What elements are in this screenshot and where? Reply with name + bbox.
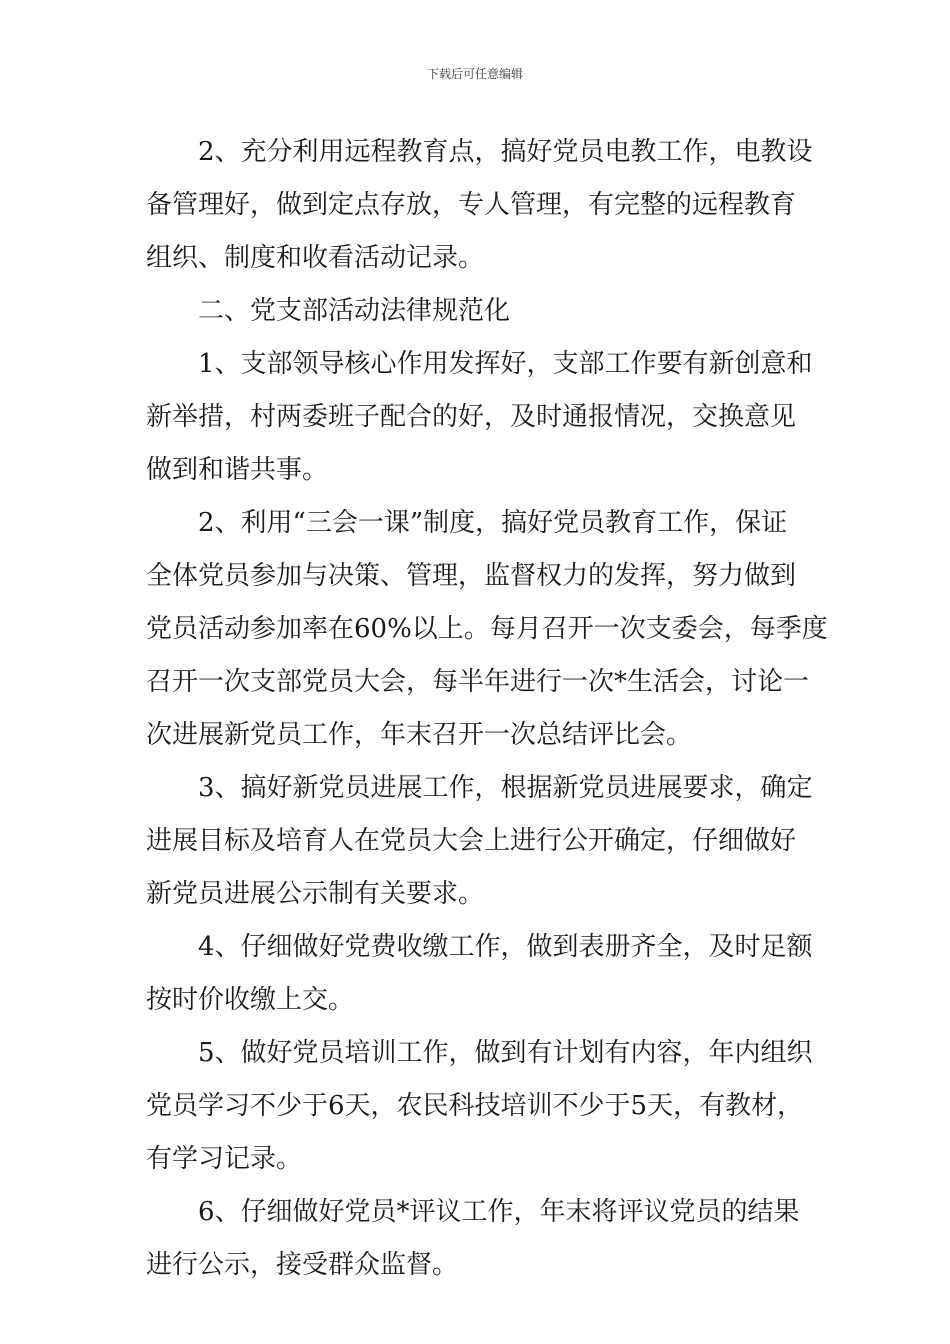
paragraph-item-6 (146, 1186, 808, 1292)
paragraph-line: 次进展新党员工作，年末召开一次总结评比会。 (146, 720, 693, 750)
paragraph-item-2b (146, 497, 828, 762)
paragraph-item-4 (146, 921, 813, 1027)
page-header-note: 下载后可任意编辑 (426, 67, 523, 81)
paragraph-line: 进展目标及培育人在党员大会上进行公开确定，仔细做好 (146, 826, 797, 856)
paragraph-line: 新党员进展公示制有关要求。 (146, 879, 485, 909)
paragraph-line: 3、搞好新党员进展工作，根据新党员进展要求，确定 (198, 773, 813, 803)
paragraph-line: 做到和谐共事。 (146, 455, 329, 485)
paragraph-item-3 (146, 762, 813, 921)
paragraph-line: 1、支部领导核心作用发挥好，支部工作要有新创意和 (198, 349, 813, 379)
paragraph-item-5 (146, 1027, 813, 1186)
paragraph-line: 党员活动参加率在60%以上。每月召开一次支委会，每季度 (146, 614, 828, 644)
document-body (146, 126, 828, 1292)
section-heading (146, 285, 808, 338)
section-heading-text: 二、党支部活动法律规范化 (198, 296, 511, 326)
paragraph-item-2 (146, 126, 813, 285)
paragraph-line: 进行公示，接受群众监督。 (146, 1250, 459, 1280)
paragraph-line: 5、做好党员培训工作，做到有计划有内容，年内组织 (198, 1038, 813, 1068)
paragraph-line: 4、仔细做好党费收缴工作，做到表册齐全，及时足额 (198, 932, 813, 962)
paragraph-line: 党员学习不少于6天，农民科技培训不少于5天，有教材， (146, 1091, 804, 1121)
paragraph-line: 召开一次支部党员大会，每半年进行一次*生活会，讨论一 (146, 667, 810, 697)
paragraph-line: 6、仔细做好党员*评议工作，年末将评议党员的结果 (198, 1197, 800, 1227)
paragraph-line: 2、利用“三会一课”制度，搞好党员教育工作，保证 (198, 508, 788, 538)
paragraph-item-1 (146, 338, 813, 497)
paragraph-line: 按时价收缴上交。 (146, 985, 355, 1015)
paragraph-line: 备管理好，做到定点存放，专人管理，有完整的远程教育 (146, 190, 797, 220)
paragraph-line: 组织、制度和收看活动记录。 (146, 243, 485, 273)
paragraph-line: 新举措，村两委班子配合的好，及时通报情况，交换意见 (146, 402, 797, 432)
paragraph-line: 2、充分利用远程教育点，搞好党员电教工作，电教设 (198, 137, 813, 167)
paragraph-line: 全体党员参加与决策、管理，监督权力的发挥，努力做到 (146, 561, 797, 591)
paragraph-line: 有学习记录。 (146, 1144, 303, 1174)
